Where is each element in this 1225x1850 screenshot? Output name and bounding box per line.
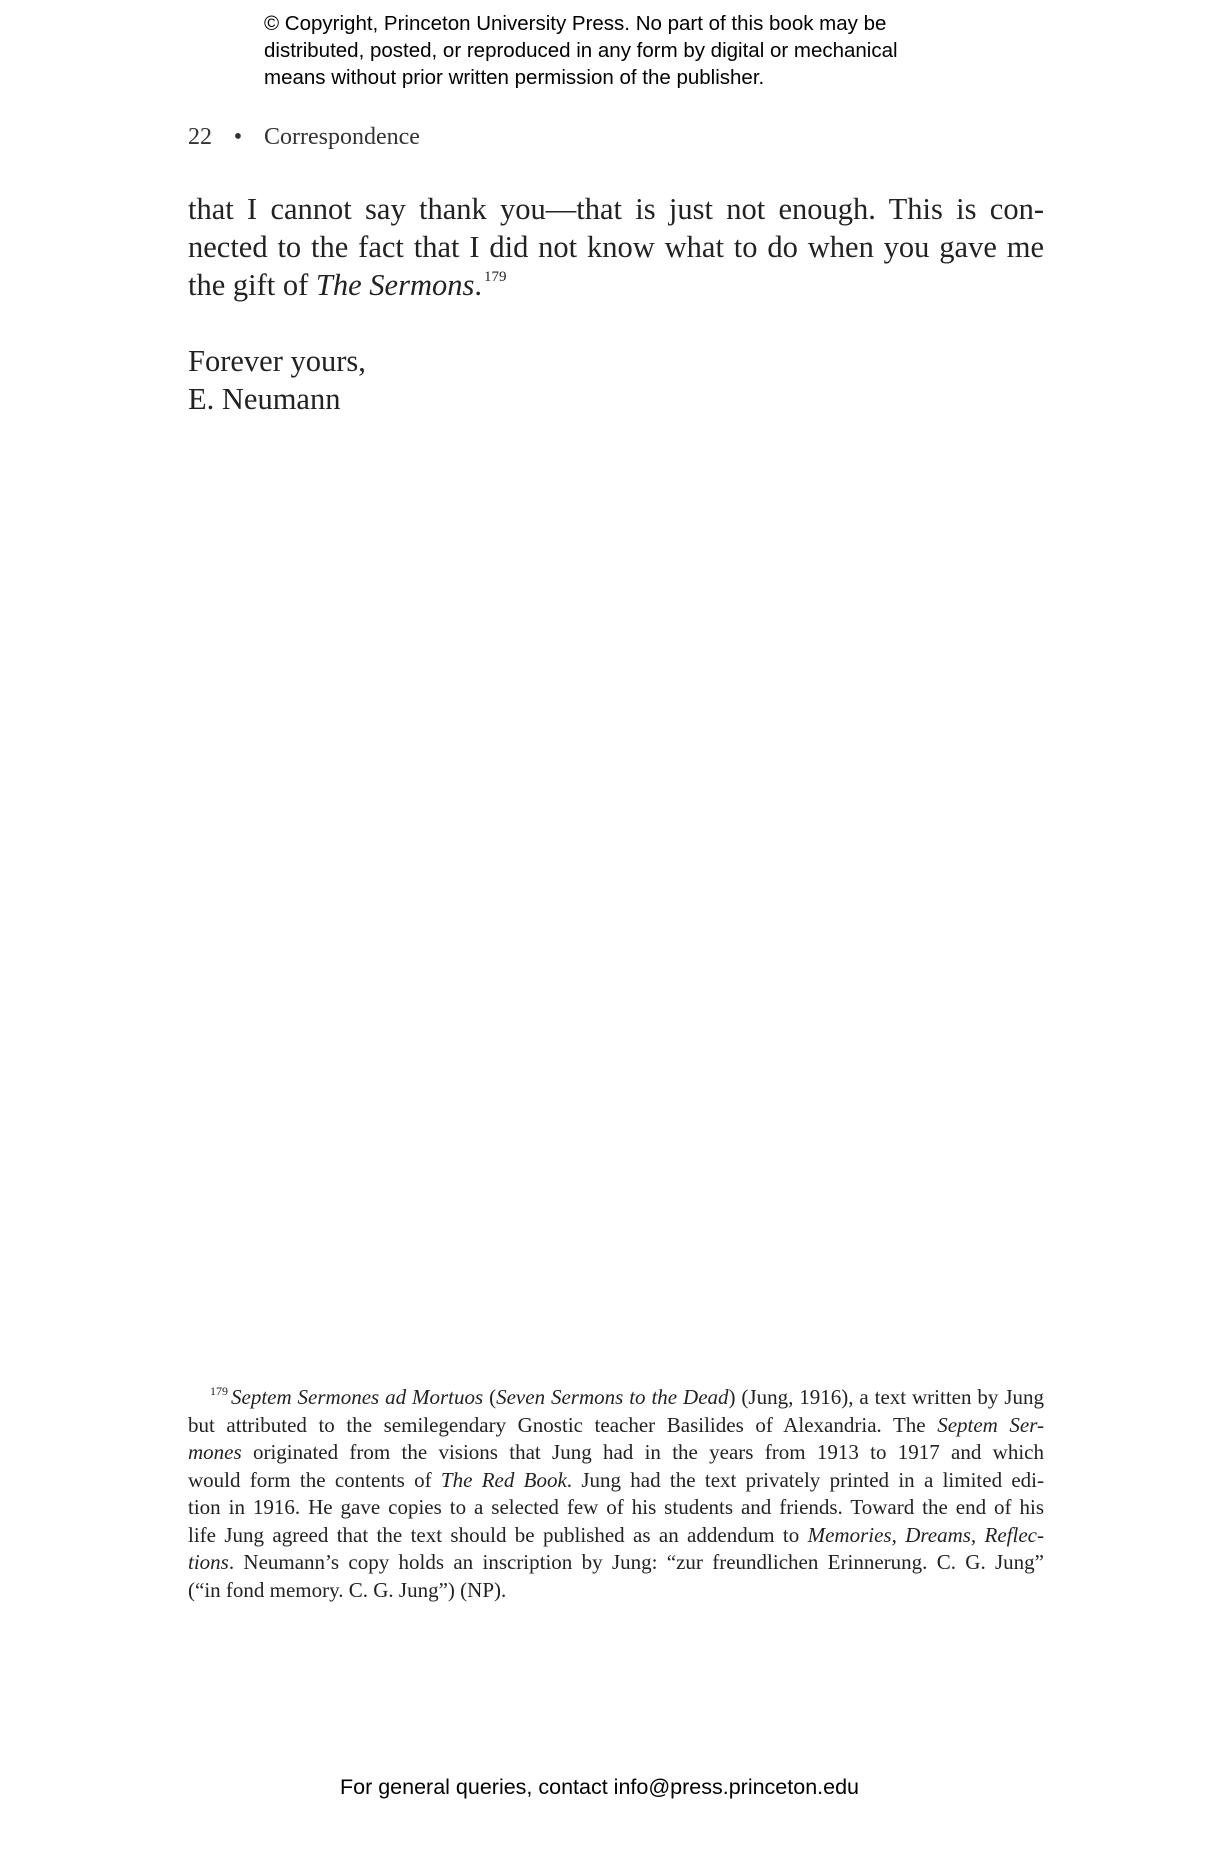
footnote-title: tions [188,1550,229,1574]
footnote-text: life Jung agreed that the text should be published as an addendum to [188,1522,808,1547]
footnote-line [188,1522,1044,1550]
footnote-line [188,1439,1044,1467]
contact-line: For general queries, contact info@press.princeton.edu [340,1775,860,1799]
page-number: 22 [188,124,212,150]
footnote-title: Septem Sermones ad Mortuos [231,1385,484,1409]
footnote-line [188,1384,1044,1412]
copyright-notice [264,10,1024,91]
body-line: nected to the fact that I did not know what to do when you gave me [188,230,1044,264]
footnote-number: 179 [210,1384,228,1398]
footnote-title: Septem Ser- [937,1412,1044,1437]
footnote-text: ) (Jung, 1916), a text written by Jung [728,1385,1044,1409]
signature: E. Neumann [188,382,341,416]
body-text: the gift of [188,268,316,302]
copyright-line: distributed, posted, or reproduced in any form by digital or mechanical [264,39,898,62]
body-text: . [474,268,482,302]
footnote-title: mones [188,1440,242,1464]
footnote-text: . Jung had the text privately printed in a limited edi- [566,1467,1045,1492]
footnote [188,1384,1044,1604]
footnote-line: tion in 1916. He gave copies to a selected few of his students and friends. Toward the end of his [188,1495,1044,1519]
closing-salutation: Forever yours, [188,344,366,378]
footnote-text: would form the contents of [188,1467,441,1492]
footnote-line [188,1467,1044,1495]
book-title: The Sermons [315,268,475,302]
copyright-line: © Copyright, Princeton University Press. No part of this book may be [264,12,887,35]
bullet-separator: • [233,124,243,150]
footnote-title: Memories, Dreams, Reflec- [807,1522,1044,1547]
footnote-line [188,1412,1044,1440]
footnote-line: (“in fond memory. C. G. Jung”) (NP). [188,1577,507,1602]
letter-closing [188,342,366,418]
footnote-reference: 179 [483,269,507,285]
copyright-line: means without prior written permission of the publisher. [264,66,765,89]
footnote-text: ( [483,1385,497,1409]
footnote-text: but attributed to the semilegendary Gnostic teacher Basilides of Alexandria. The [188,1412,938,1437]
body-line: that I cannot say thank you—that is just not enough. This is con- [188,192,1044,226]
footnote-title: The Red Book [440,1467,567,1492]
section-title: Correspondence [264,124,420,150]
footnote-title: Seven Sermons to the Dead [496,1385,729,1409]
footnote-line [188,1549,1044,1577]
footnote-text: originated from the visions that Jung had in the years from 1913 to 1917 and which [241,1440,1044,1464]
body-line [188,266,1044,304]
running-head [188,124,420,151]
footnote-text: . Neumann’s copy holds an inscription by Jung: “zur freundlichen Erinnerung. C. G. Jung” [228,1550,1044,1574]
letter-body [188,190,1044,304]
